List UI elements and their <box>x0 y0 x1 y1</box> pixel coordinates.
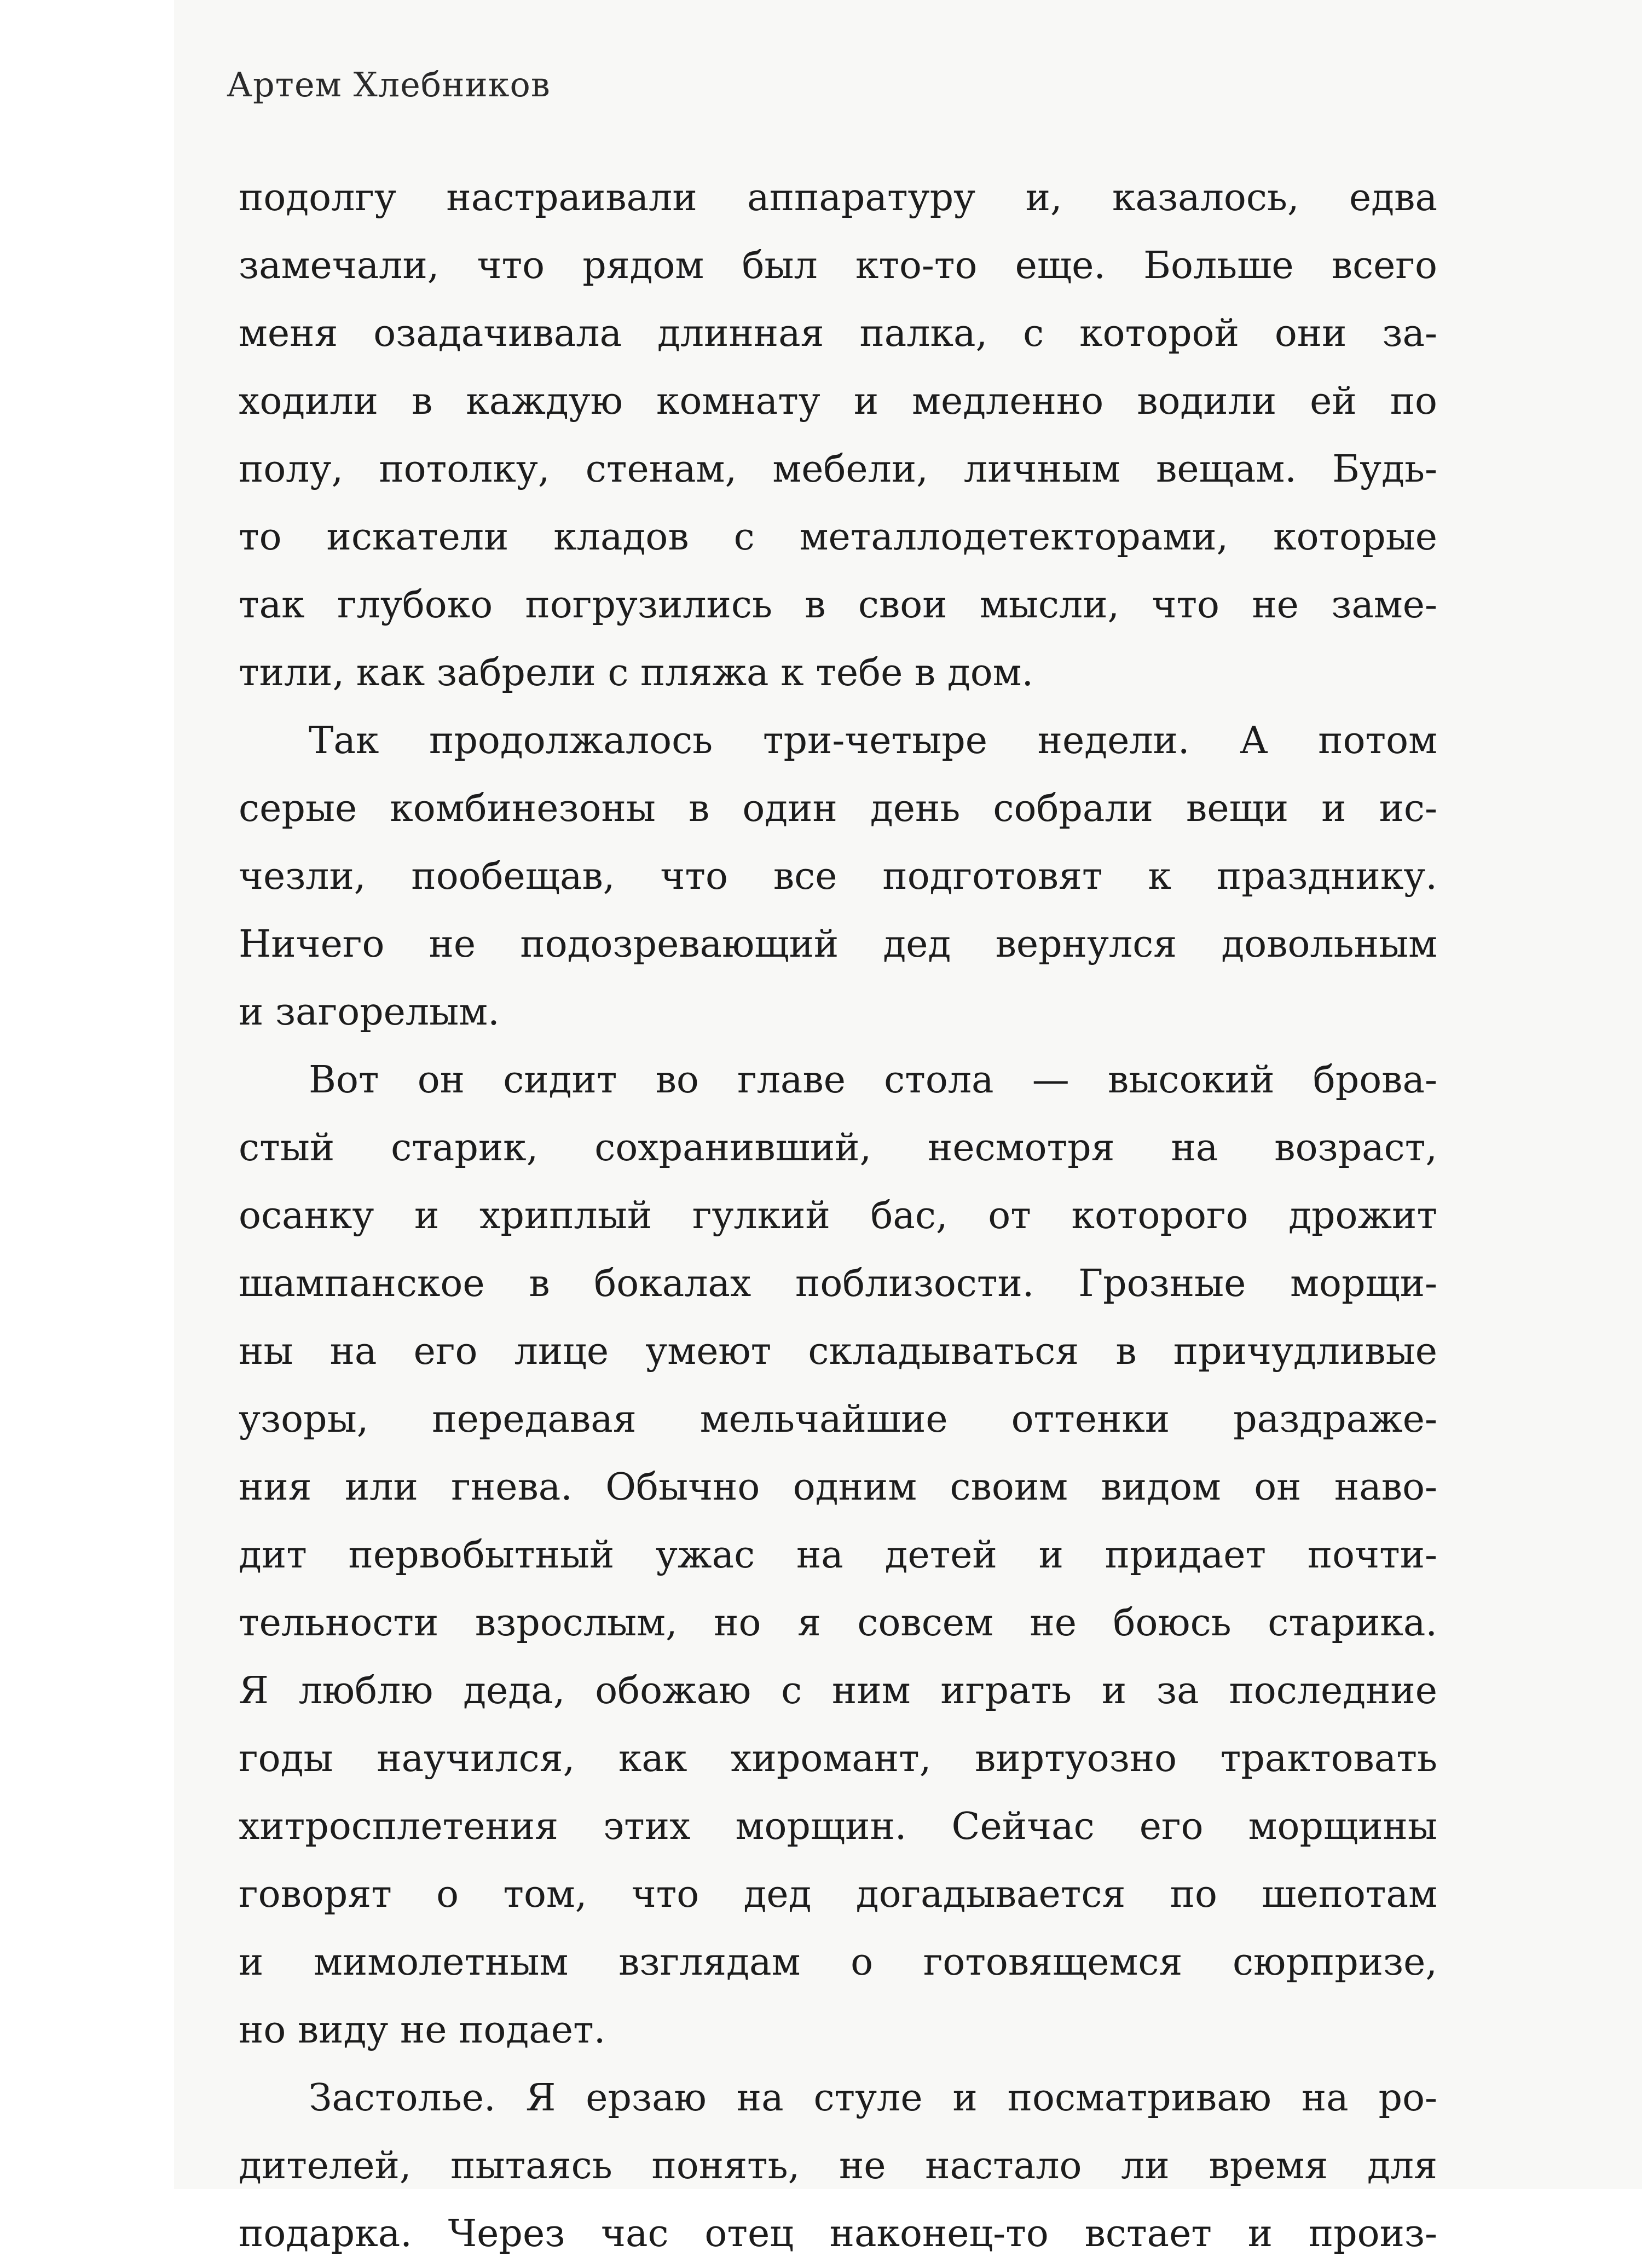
text-line: то искатели кладов с металлодетекторами, которые <box>239 516 1437 559</box>
text-line: чезли, пообещав, что все подготовят к празднику. <box>239 855 1437 898</box>
text-line: подолгу настраивали аппаратуру и, казалось, едва <box>239 176 1437 219</box>
text-line: ния или гнева. Обычно одним своим видом он наво- <box>239 1466 1437 1509</box>
text-line: осанку и хриплый гулкий бас, от которого дрожит <box>239 1194 1437 1237</box>
text-line: Вот он сидит во главе стола — высокий брова- <box>309 1058 1437 1102</box>
text-line: Так продолжалось три-четыре недели. А потом <box>309 719 1437 762</box>
text-line: говорят о том, что дед догадывается по шепотам <box>239 1873 1437 1916</box>
text-line: узоры, передавая мельчайшие оттенки раздраже- <box>239 1398 1437 1441</box>
text-line: серые комбинезоны в один день собрали вещи и ис- <box>239 787 1437 830</box>
text-line: стый старик, сохранивший, несмотря на возраст, <box>239 1126 1437 1170</box>
text-line: подарка. Через час отец наконец-то встает и произ- <box>239 2212 1437 2255</box>
text-line: Застолье. Я ерзаю на стуле и посматриваю на ро- <box>309 2076 1437 2120</box>
body-text <box>239 164 1437 2268</box>
text-line: Я люблю деда, обожаю с ним играть и за последние <box>239 1669 1437 1712</box>
text-line: полу, потолку, стенам, мебели, личным вещам. Будь- <box>239 448 1437 491</box>
text-line: дителей, пытаясь понять, не настало ли время для <box>239 2144 1437 2188</box>
running-header-author: Артем Хлебников <box>227 65 551 105</box>
text-line: так глубоко погрузились в свои мысли, что не заме- <box>239 583 1437 627</box>
text-line: тили, как забрели с пляжа к тебе в дом. <box>239 651 1034 695</box>
text-line: тельности взрослым, но я совсем не боюсь старика. <box>239 1601 1437 1645</box>
text-line: дит первобытный ужас на детей и придает почти- <box>239 1534 1437 1577</box>
text-line: ны на его лице умеют складываться в причудливые <box>239 1330 1437 1373</box>
text-line: хитросплетения этих морщин. Сейчас его морщины <box>239 1805 1437 1848</box>
text-line: и мимолетным взглядам о готовящемся сюрпризе, <box>239 1941 1437 1984</box>
text-line: но виду не подает. <box>239 2009 606 2052</box>
text-line: замечали, что рядом был кто-то еще. Больше всего <box>239 244 1437 287</box>
text-line: ходили в каждую комнату и медленно водили ей по <box>239 380 1437 423</box>
text-line: шампанское в бокалах поблизости. Грозные морщи- <box>239 1262 1437 1305</box>
text-line: годы научился, как хиромант, виртуозно трактовать <box>239 1737 1437 1780</box>
text-line: меня озадачивала длинная палка, с которой они за- <box>239 312 1437 355</box>
text-line: и загорелым. <box>239 991 500 1034</box>
text-line: Ничего не подозревающий дед вернулся довольным <box>239 923 1437 966</box>
page-margin-edge <box>0 0 174 2189</box>
